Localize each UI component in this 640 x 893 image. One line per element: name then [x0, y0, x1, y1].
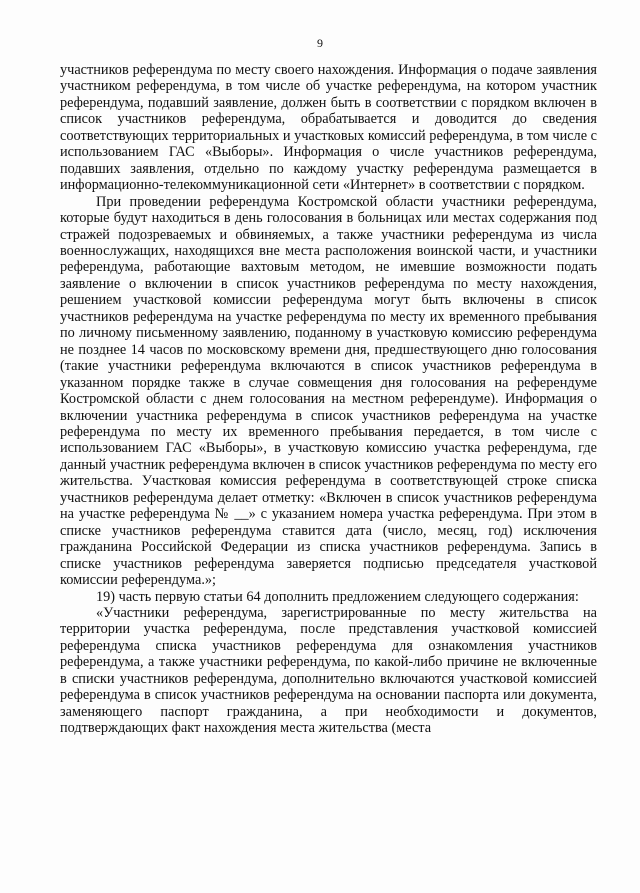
paragraph-hospital-voters: При проведении референдума Костромской области участники референдума, которые будут находиться в день голосования в больницах или местах содержания под стражей подозреваемых и обвиняемых, а также участники референдума из числа военнослужащих, находящихся вне места расположения воинской части, и участники референдума, работающие вахтовым методом, не имевшие возможности подать заявление о включении в список участников референдума по месту нахождения, решением участковой комиссии референдума могут быть включены в список участников референдума на участке референдума по месту их временного пребывания по личному письменному заявлению, поданному в участковую комиссию референдума не позднее 14 часов по московскому времени дня, предшествующего дню голосования (такие участники референдума включаются в список участников референдума в указанном порядке также в случае совмещения дня голосования на референдуме Костромской области с днем голосования на местном референдуме). Информация о включении участника референдума в список участников референдума на участке референдума по месту их временного пребывания передается, в том числе с использованием ГАС «Выборы», в участковую комиссию участка референдума, где данный участник референдума включен в список участников референдума по месту его жительства. Участковая комиссия референдума в соответствующей строке списка участников референдума делает отметку: «Включен в список участников референдума на участке референдума № __» с указанием номера участка референдума. При этом в списке участников референдума ставится дата (число, месяц, год) исключения гражданина Российской Федерации из списка участников референдума. Запись в списке участников референдума заверяется подписью председателя участковой комиссии референдума.»;	[60, 193, 597, 589]
document-body	[60, 62, 597, 737]
paragraph-item-19: 19) часть первую статьи 64 дополнить предложением следующего содержания:	[96, 588, 579, 605]
page-number: 9	[317, 36, 323, 50]
paragraph-continuation: участников референдума по месту своего нахождения. Информация о подаче заявления участником референдума, в том числе об участке референдума, на котором участник референдума, подавший заявление, должен быть в соответствии с порядком включен в список участников референдума, обрабатывается и доводится до сведения соответствующих территориальных и участковых комиссий референдума, в том числе с использованием ГАС «Выборы». Информация о числе участников референдума, подавших заявления, отдельно по каждому участку референдума размещается в информационно-телекоммуникационной сети «Интернет» в соответствии с порядком.	[60, 62, 597, 194]
paragraph-quoted-addition: «Участники референдума, зарегистрированные по месту жительства на территории участка референдума, после представления участковой комиссией референдума списка участников референдума для ознакомления участников референдума, а также участники референдума, по какой-либо причине не включенные в списки участников референдума, дополнительно включаются участковой комиссией референдума в список участников референдума на основании паспорта или документа, заменяющего паспорт гражданина, а при необходимости и документов, подтверждающих факт нахождения места жительства (места	[60, 604, 597, 737]
